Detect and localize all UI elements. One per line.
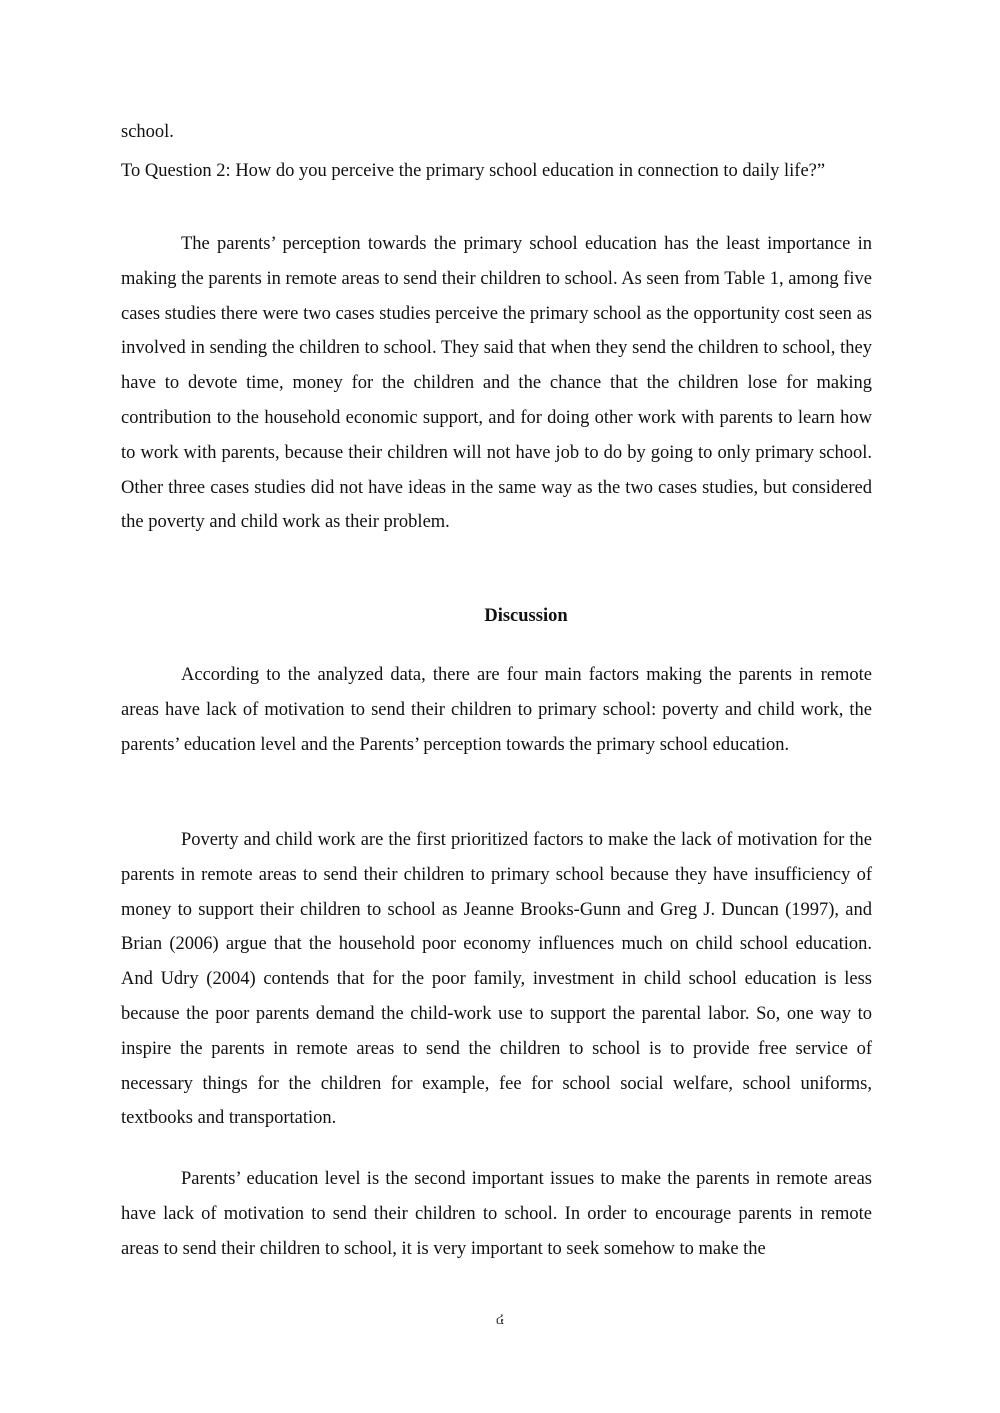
education-level-paragraph: Parents’ education level is the second important issues to make the parents in remote areas have lack of motivation to send their children to school. In order to encourage parents in remote areas to send their children to school, it is very important to seek somehow to make the	[121, 1169, 872, 1259]
question-2-text: To Question 2: How do you perceive the primary school education in connection to daily life?”	[121, 161, 826, 181]
continuation-text: school.	[121, 122, 174, 142]
poverty-paragraph: Poverty and child work are the first prioritized factors to make the lack of motivation for the parents in remote areas to send their children to primary school because they have insufficiency of money to support their children to school as Jeanne Brooks-Gunn and Greg J. Duncan (1997), and Brian (2006) argue that the household poor economy influences much on child school education. And Udry (2004) contends that for the poor family, investment in child school education is less because the poor parents demand the child-work use to support the parental labor. So, one way to inspire the parents in remote areas to send the children to school is to provide free service of necessary things for the children for example, fee for school social welfare, school uniforms, textbooks and transportation.	[121, 830, 872, 1129]
discussion-intro-paragraph: According to the analyzed data, there are four main factors making the parents in remote areas have lack of motivation to send their children to primary school: poverty and child work, the parents’ education level and the Parents’ perception towards the primary school education.	[121, 665, 872, 755]
page-number: ៤	[495, 1312, 505, 1327]
discussion-heading: Discussion	[484, 606, 568, 626]
perception-paragraph: The parents’ perception towards the primary school education has the least importance in making the parents in remote areas to send their children to school. As seen from Table 1, among five cases studies there were two cases studies perceive the primary school as the opportunity cost seen as involved in sending the children to school. They said that when they send the children to school, they have to devote time, money for the children and the chance that the children lose for making contribution to the household economic support, and for doing other work with parents to learn how to work with parents, because their children will not have job to do by going to only primary school. Other three cases studies did not have ideas in the same way as the two cases studies, but considered the poverty and child work as their problem.	[121, 234, 872, 533]
